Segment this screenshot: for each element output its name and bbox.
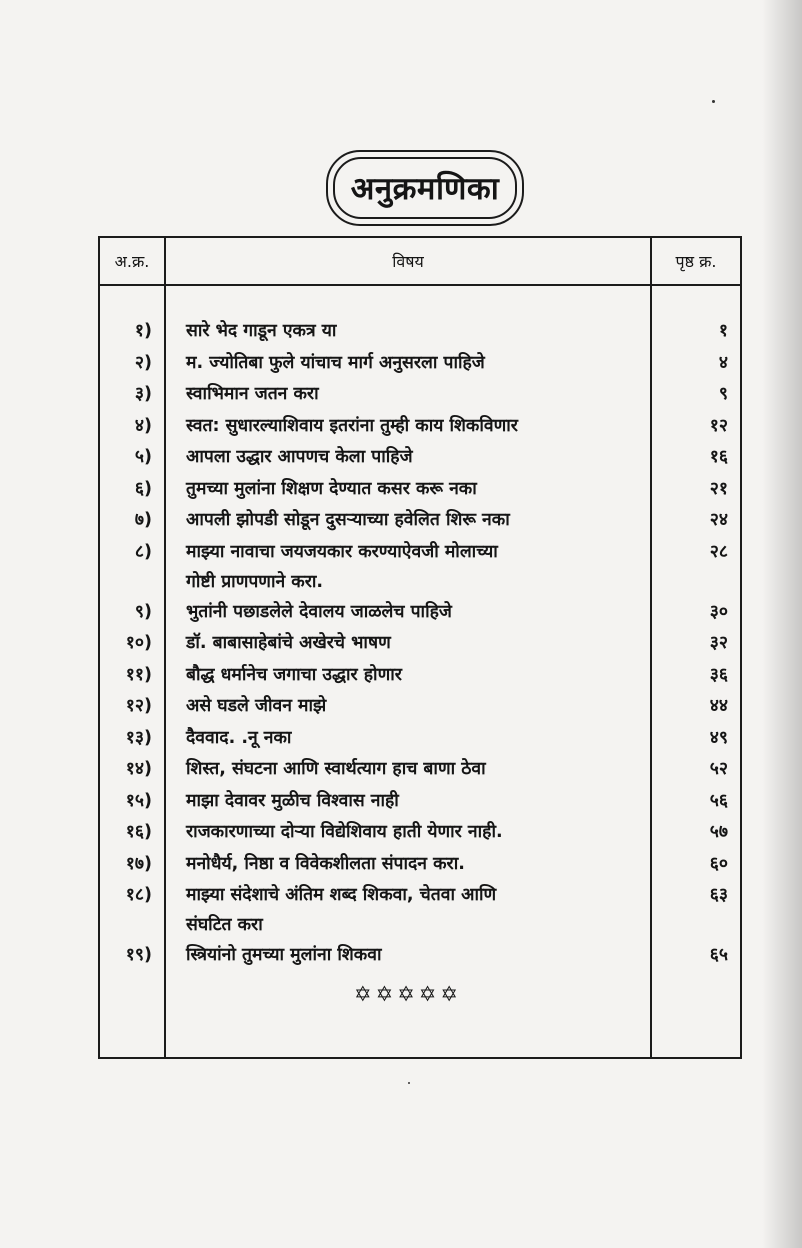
entry-page-number: ३० <box>651 597 741 629</box>
table-row <box>99 316 741 348</box>
entry-number: १२) <box>99 691 165 723</box>
entry-number: ७) <box>99 505 165 537</box>
entry-page-number: ४ <box>651 348 741 380</box>
entry-number: १४) <box>99 754 165 786</box>
entry-subject <box>165 379 651 411</box>
table-header-row <box>99 237 741 285</box>
entry-subject-line: डॉ. बाबासाहेबांचे अखेरचे भाषण <box>186 633 391 653</box>
entry-subject-line: असे घडले जीवन माझे <box>186 696 327 716</box>
entry-number: १६) <box>99 817 165 849</box>
entry-number: ३) <box>99 379 165 411</box>
entry-subject <box>165 723 651 755</box>
entry-subject-line: माझा देवावर मुळीच विश्वास नाही <box>186 790 399 811</box>
entry-subject-line: स्वत: सुधारल्याशिवाय इतरांना तुम्ही काय शिकविणार <box>186 415 518 436</box>
contents-table <box>98 236 742 1059</box>
entry-number: ४) <box>99 411 165 443</box>
page-edge-shadow <box>762 0 802 1248</box>
entry-subject <box>165 628 651 660</box>
entry-number: १५) <box>99 786 165 818</box>
header-page-no: पृष्ठ क्र. <box>651 237 741 285</box>
entry-subject <box>165 817 651 849</box>
table-row <box>99 849 741 881</box>
header-subject: विषय <box>165 237 651 285</box>
entry-number: १९) <box>99 940 165 972</box>
table-row <box>99 505 741 537</box>
entry-number: ८) <box>99 537 165 597</box>
paper-speck <box>712 100 715 103</box>
entry-subject <box>165 316 651 348</box>
entry-subject-line: आपली झोपडी सोडून दुसऱ्याच्या हवेलित शिरू नका <box>186 510 510 530</box>
table-row <box>99 754 741 786</box>
table-row <box>99 940 741 972</box>
entry-subject <box>165 442 651 474</box>
entry-number: १८) <box>99 880 165 940</box>
entry-subject <box>165 754 651 786</box>
entry-page-number: १६ <box>651 442 741 474</box>
entry-subject-line: भुतांनी पछाडलेले देवालय जाळलेच पाहिजे <box>186 601 452 622</box>
table-row <box>99 442 741 474</box>
entry-subject-line: तुमच्या मुलांना शिक्षण देण्यात कसर करू नका <box>186 478 477 499</box>
table-row <box>99 660 741 692</box>
entry-number: १७) <box>99 849 165 881</box>
entry-page-number: १२ <box>651 411 741 443</box>
entry-subject-line: आपला उद्धार आपणच केला पाहिजे <box>186 447 413 467</box>
entry-subject <box>165 880 651 940</box>
table-footer-row <box>99 972 741 1058</box>
table-row <box>99 786 741 818</box>
table-row <box>99 880 741 940</box>
entry-page-number: ९ <box>651 379 741 411</box>
entry-number: ५) <box>99 442 165 474</box>
page-title: अनुक्रमणिका <box>333 157 517 219</box>
entry-subject-line: म. ज्योतिबा फुले यांचाच मार्ग अनुसरला पाहिजे <box>186 352 485 373</box>
entry-page-number: ३२ <box>651 628 741 660</box>
entry-subject <box>165 691 651 723</box>
entry-page-number: २८ <box>651 537 741 597</box>
table-row <box>99 348 741 380</box>
entry-subject-line: मनोधैर्य, निष्ठा व विवेकशीलता संपादन करा. <box>186 853 465 874</box>
table-row <box>99 628 741 660</box>
table-row <box>99 691 741 723</box>
entry-subject <box>165 474 651 506</box>
entry-page-number: ६५ <box>651 940 741 972</box>
entry-page-number: १ <box>651 316 741 348</box>
entry-subject-line: राजकारणाच्या दोऱ्या विद्येशिवाय हाती येणार नाही. <box>186 822 503 842</box>
entry-subject <box>165 505 651 537</box>
entry-subject-line: संघटित करा <box>186 915 263 935</box>
table-row <box>99 817 741 849</box>
table-spacer-row <box>99 285 741 316</box>
entry-subject <box>165 348 651 380</box>
entry-subject <box>165 597 651 629</box>
entry-subject <box>165 849 651 881</box>
header-serial-no: अ.क्र. <box>99 237 165 285</box>
entry-subject-line: माझ्या संदेशाचे अंतिम शब्द शिकवा, चेतवा आणि <box>186 885 497 905</box>
paper-speck <box>408 1082 410 1084</box>
entry-page-number: ४९ <box>651 723 741 755</box>
title-frame <box>326 150 524 226</box>
entry-subject <box>165 537 651 597</box>
entry-number: ९) <box>99 597 165 629</box>
entry-subject <box>165 786 651 818</box>
entry-page-number: ५६ <box>651 786 741 818</box>
table-row <box>99 723 741 755</box>
entry-page-number: ४४ <box>651 691 741 723</box>
entry-subject-line: दैववाद. .नू नका <box>186 727 292 748</box>
entry-subject <box>165 660 651 692</box>
entry-subject-line: सारे भेद गाडून एकत्र या <box>186 321 337 341</box>
table-row <box>99 379 741 411</box>
entry-subject-line: शिस्त, संघटना आणि स्वार्थत्याग हाच बाणा ठेवा <box>186 759 486 779</box>
entry-subject-line: गोष्टी प्राणपणाने करा. <box>186 571 324 592</box>
entry-number: १) <box>99 316 165 348</box>
table-row <box>99 537 741 597</box>
entry-page-number: ६० <box>651 849 741 881</box>
table-row <box>99 411 741 443</box>
entry-subject-line: स्वाभिमान जतन करा <box>186 384 319 404</box>
entry-subject-line: माझ्या नावाचा जयजयकार करण्याऐवजी मोलाच्या <box>186 541 498 562</box>
entry-page-number: ३६ <box>651 660 741 692</box>
entry-page-number: २४ <box>651 505 741 537</box>
entry-subject-line: बौद्ध धर्मानेच जगाचा उद्धार होणार <box>186 664 402 685</box>
entry-number: १०) <box>99 628 165 660</box>
entry-page-number: ५७ <box>651 817 741 849</box>
table-row <box>99 474 741 506</box>
entry-number: १३) <box>99 723 165 755</box>
entry-number: ११) <box>99 660 165 692</box>
entry-subject <box>165 411 651 443</box>
entry-subject-line: स्त्रियांनो तुमच्या मुलांना शिकवा <box>186 945 382 965</box>
entry-subject <box>165 940 651 972</box>
entry-page-number: ६३ <box>651 880 741 940</box>
entry-page-number: २१ <box>651 474 741 506</box>
table-row <box>99 597 741 629</box>
star-ornament: ✡✡✡✡✡ <box>354 981 462 1006</box>
entry-page-number: ५२ <box>651 754 741 786</box>
entry-number: २) <box>99 348 165 380</box>
entry-number: ६) <box>99 474 165 506</box>
